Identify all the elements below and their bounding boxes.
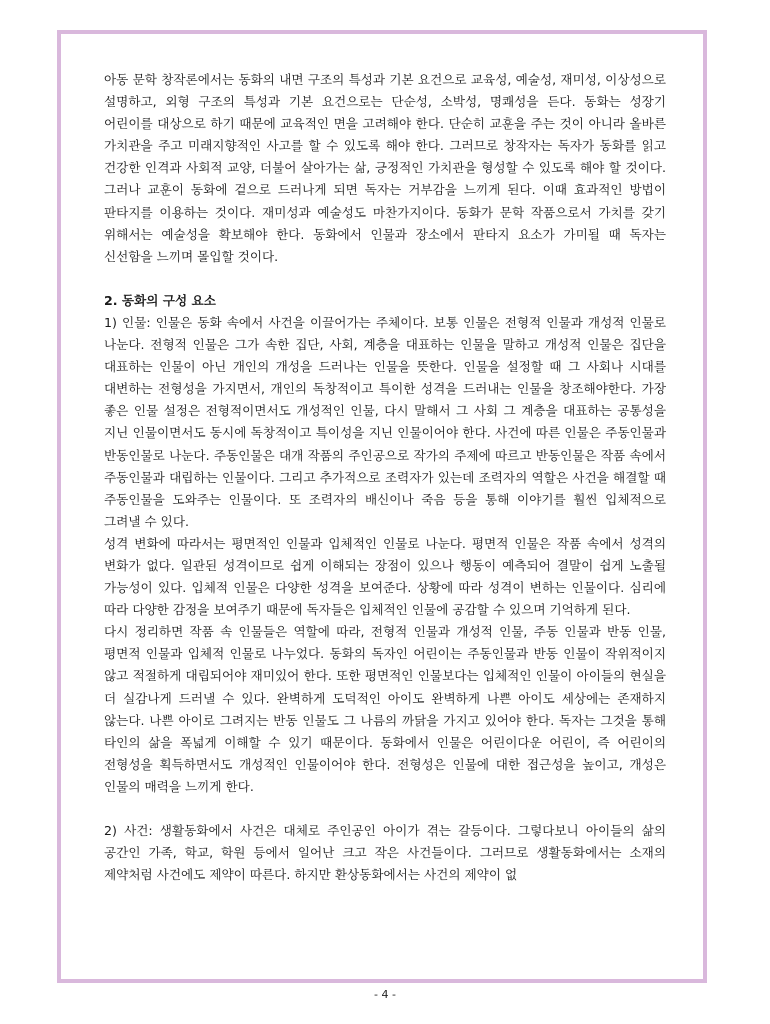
intro-paragraph: 아동 문학 창작론에서는 동화의 내면 구조의 특성과 기본 요건으로 교육성, 예술성, 재미성, 이상성으로 설명하고, 외형 구조의 특성과 기본 요건으로는 단순성, 소박성, 명쾌성을 든다. 동화는 성장기 어린이를 대상으로 하기 때문에 교육적인 면을 고려해야 한다. 단순히 교훈을 주는 것이 아니라 올바른 가치관을 주고 미래지향적인 사고를 할 수 있도록 해야 한다. 그러므로 창작자는 독자가 동화를 읽고 건강한 인격과 사회적 교양, 더불어 살아가는 삶, 긍정적인 가치관을 형성할 수 있도록 해야 할 것이다. 그러나 교훈이 동화에 겉으로 드러나게 되면 독자는 거부감을 느끼게 된다. 이때 효과적인 방법이 판타지를 이용하는 것이다. 재미성과 예술성도 마찬가지이다. 동화가 문학 작품으로서 가치를 갖기 위해서는 예술성을 확보해야 한다. 동화에서 인물과 장소에서 판타지 요소가 가미될 때 독자는 신선함을 느끼며 몰입할 것이다. xyxy=(104,72,666,264)
page-number: - 4 - xyxy=(374,988,396,1001)
paragraph-gap xyxy=(104,268,666,290)
document-body xyxy=(104,69,666,886)
characters-paragraph-2: 성격 변화에 따라서는 평면적인 인물과 입체적인 인물로 나눈다. 평면적 인물은 작품 속에서 성격의 변화가 없다. 일관된 성격이므로 쉽게 이해되는 장점이 있으나 행동이 예측되어 결말이 쉽게 노출될 가능성이 있다. 입체적 인물은 다양한 성격을 보여준다. 상황에 따라 성격이 변하는 인물이다. 심리에 따라 다양한 감정을 보여주기 때문에 독자들은 입체적인 인물에 공감할 수 있으며 기억하게 된다. xyxy=(104,535,666,618)
events-paragraph: 2) 사건: 생활동화에서 사건은 대체로 주인공인 아이가 겪는 갈등이다. 그렇다보니 아이들의 삶의 공간인 가족, 학교, 학원 등에서 일어난 크고 작은 사건들이다. 그러므로 생활동화에서는 소재의 제약처럼 사건에도 제약이 따른다. 하지만 환상동화에서는 사건의 제약이 없 xyxy=(104,823,666,883)
characters-paragraph-3: 다시 정리하면 작품 속 인물들은 역할에 따라, 전형적 인물과 개성적 인물, 주동 인물과 반동 인물, 평면적 인물과 입체적 인물로 나누었다. 동화의 독자인 어린이는 주동인물과 반동 인물이 작위적이지 않고 적절하게 대립되어야 재미있어 한다. 또한 평면적인 인물보다는 입체적인 인물이 아이들의 현실을 더 실감나게 드러낼 수 있다. 완벽하게 도덕적인 아이도 완벽하게 나쁜 아이도 세상에는 존재하지 않는다. 나쁜 아이로 그려지는 반동 인물도 그 나름의 까닭을 가지고 있어야 한다. 독자는 그것을 통해 타인의 삶을 폭넓게 이해할 수 있기 때문이다. 동화에서 인물은 어린이다운 어린이, 즉 어린이의 전형성을 획득하면서도 개성적인 인물이어야 한다. 전형성은 인물에 대한 접근성을 높이고, 개성은 인물의 매력을 느끼게 한다. xyxy=(104,624,666,794)
characters-paragraph-1: 1) 인물: 인물은 동화 속에서 사건을 이끌어가는 주체이다. 보통 인물은 전형적 인물과 개성적 인물로 나눈다. 전형적 인물은 그가 속한 집단, 사회, 계층을 대표하는 인물을 말하고 개성적 인물은 집단을 대표하는 인물이 아닌 개인의 개성을 드러나는 인물을 뜻한다. 인물을 설정할 때 그 사회나 시대를 대변하는 전형성을 가지면서, 개인의 독창적이고 특이한 성격을 드러내는 인물을 창조해야한다. 가장 좋은 인물 설정은 전형적이면서도 개성적인 인물, 다시 말해서 그 사회 그 계층을 대표하는 공통성을 지닌 인물이면서도 동시에 독창적이고 특이성을 지닌 인물이어야 한다. 사건에 따른 인물은 주동인물과 반동인물로 나눈다. 주동인물은 대개 작품의 주인공으로 작가의 주제에 따르고 반동인물은 작품 속에서 주동인물과 대립하는 인물이다. 그리고 추가적으로 조력자가 있는데 조력자의 역할은 사건을 해결할 때 주동인물을 도와주는 인물이다. 또 조력자의 배신이나 죽음 등을 통해 이야기를 훨씬 입체적으로 그려낼 수 있다. xyxy=(104,314,666,529)
section-heading: 2. 동화의 구성 요소 xyxy=(104,292,216,308)
paragraph-gap xyxy=(104,798,666,820)
